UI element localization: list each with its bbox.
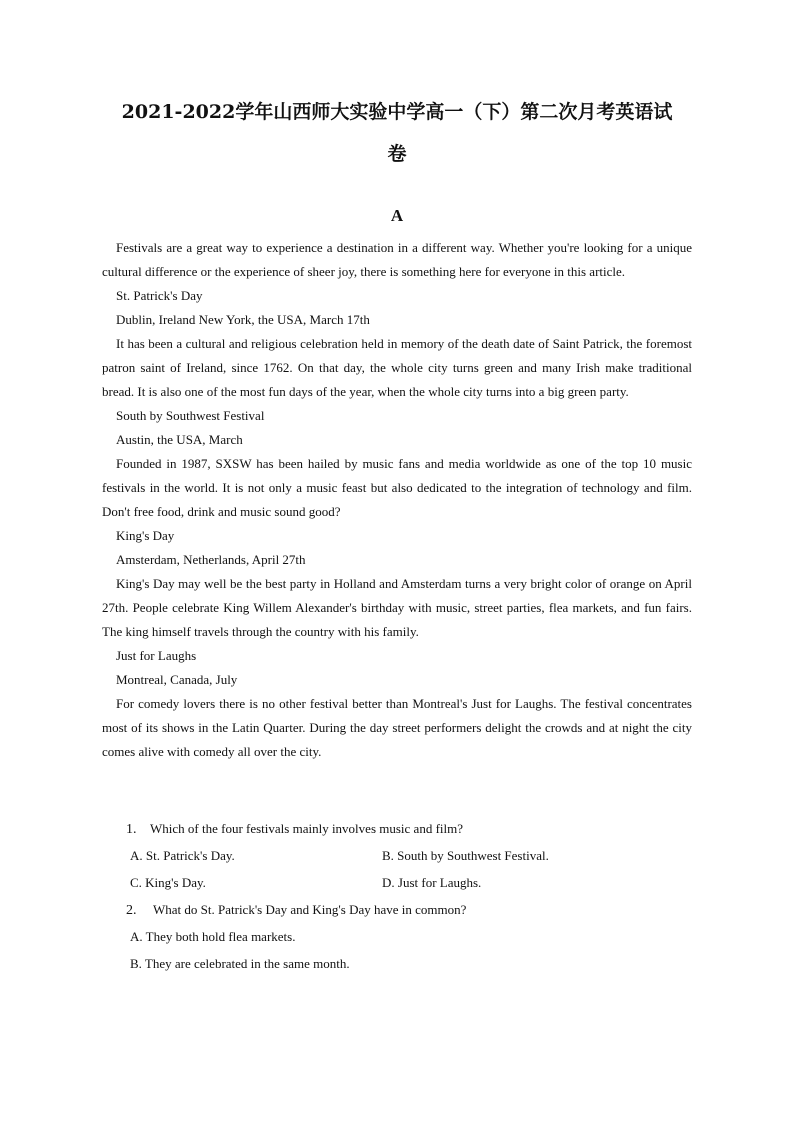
question-1-options-row-1 [102,842,692,869]
exam-title-line-1: 2021-2022学年山西师大实验中学高一（下）第二次月考英语试 [121,101,673,123]
question-list [102,815,692,977]
festival-desc-sxsw: Founded in 1987, SXSW has been hailed by music fans and media worldwide as one of the top 10 music festivals in the world. It is not only a music feast but also dedicated to the integration of technology and film. Don't free food, drink and music sound good? [102,456,692,519]
question-2-option-b[interactable]: B. They are celebrated in the same month. [130,956,350,971]
festival-desc-st-patricks: It has been a cultural and religious celebration held in memory of the death date of Saint Patrick, the foremost patron saint of Ireland, since 1762. On that day, the whole city turns green and many Irish make traditional bread. It is also one of the most fun days of the year, when the whole city turns into a big green party. [102,336,692,399]
question-1-option-d[interactable]: D. Just for Laughs. [382,875,482,890]
festival-name-sxsw: South by Southwest Festival [116,408,265,423]
exam-title-line-2: 卷 [387,143,407,165]
question-1-text: Which of the four festivals mainly involves music and film? [150,821,464,836]
festival-name-st-patricks: St. Patrick's Day [116,288,203,303]
festival-name-just-for-laughs: Just for Laughs [116,648,197,663]
question-1-options-row-2 [102,869,692,896]
question-1-option-b[interactable]: B. South by Southwest Festival. [382,848,549,863]
question-1-option-a[interactable]: A. St. Patrick's Day. [130,848,235,863]
reading-passage [102,236,692,764]
festival-desc-just-for-laughs: For comedy lovers there is no other festival better than Montreal's Just for Laughs. The festival concentrates most of its shows in the Latin Quarter. During the day street performers delight the crowds and at night the city comes alive with comedy all over the city. [102,696,692,759]
festival-location-st-patricks: Dublin, Ireland New York, the USA, March 17th [116,312,370,327]
festival-location-sxsw: Austin, the USA, March [116,432,243,447]
question-2-number: 2. [126,903,137,918]
question-2-option-a[interactable]: A. They both hold flea markets. [130,929,296,944]
question-2-stem [102,896,692,923]
question-1-option-c[interactable]: C. King's Day. [130,875,206,890]
passage-intro: Festivals are a great way to experience a destination in a different way. Whether you're looking for a unique cultural difference or the experience of sheer joy, there is something here for everyone in this article. [102,240,692,279]
question-1-stem [102,815,692,842]
festival-location-just-for-laughs: Montreal, Canada, July [116,672,238,687]
festival-name-kings-day: King's Day [116,528,175,543]
festival-desc-kings-day: King's Day may well be the best party in Holland and Amsterdam turns a very bright color of orange on April 27th. People celebrate King Willem Alexander's birthday with music, street parties, flea markets, and fun fairs. The king himself travels through the country with his family. [102,576,692,639]
section-heading: A [390,206,404,225]
question-2-text: What do St. Patrick's Day and King's Day have in common? [150,902,467,917]
question-1-number: 1. [126,822,137,837]
festival-location-kings-day: Amsterdam, Netherlands, April 27th [116,552,306,567]
